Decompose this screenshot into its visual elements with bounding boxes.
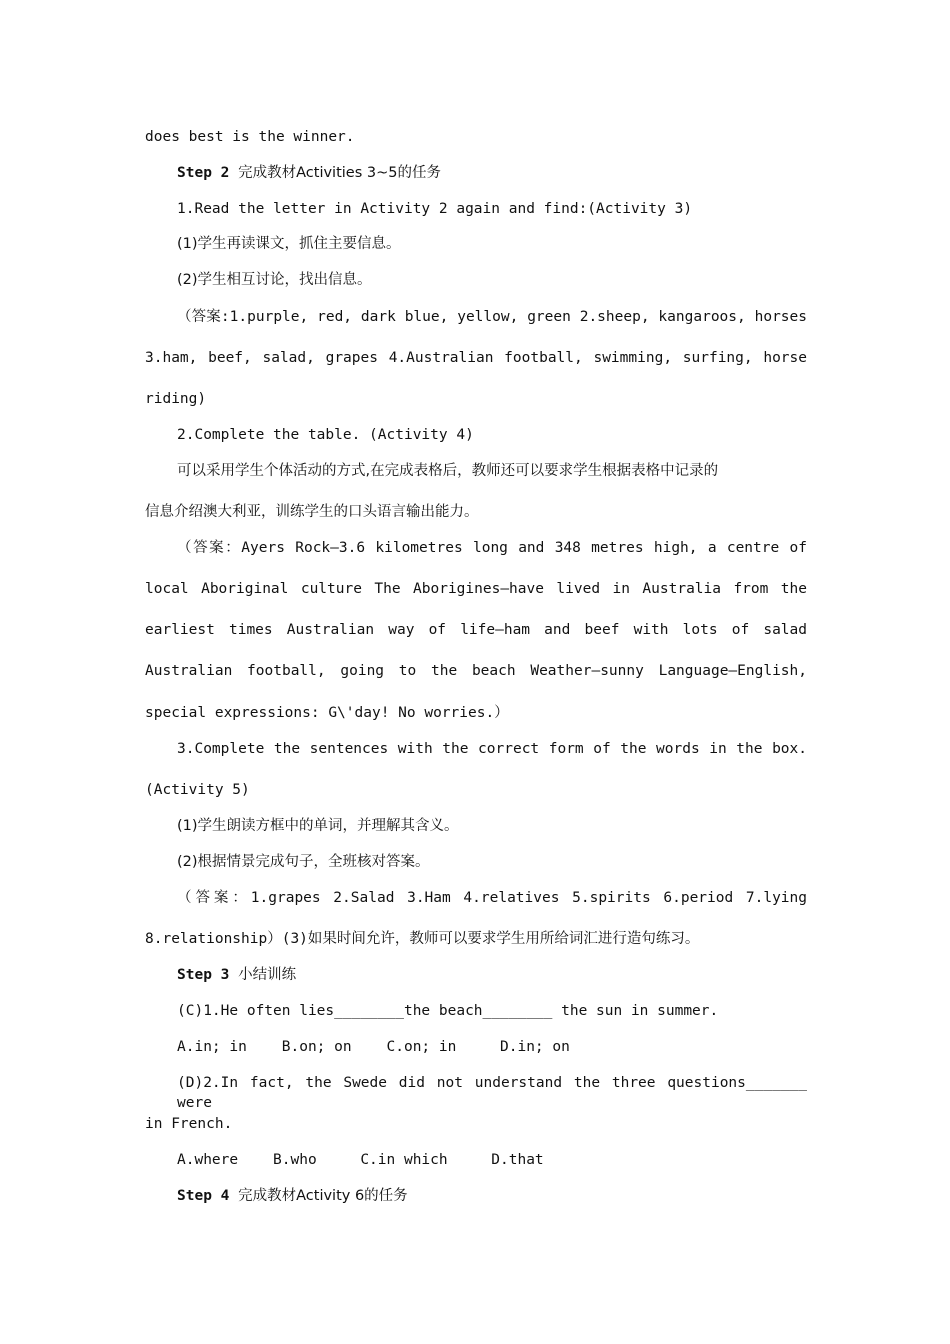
- text-line: 信息介绍澳大利亚，训练学生的口头语言输出能力。: [145, 504, 479, 520]
- step-heading: [177, 965, 807, 985]
- step-title: 完成教材Activities 3~5的任务: [238, 165, 441, 181]
- text-line: 可以采用学生个体活动的方式,在完成表格后，教师还可以要求学生根据表格中记录的: [177, 463, 719, 479]
- step-label: Step 4: [177, 1188, 230, 1204]
- text-line: riding): [145, 391, 207, 407]
- text-line: (2)学生相互讨论，找出信息。: [177, 272, 372, 288]
- step-title: 完成教材Activity 6的任务: [238, 1188, 408, 1204]
- text-line: 1.Read the letter in Activity 2 again and find:(Activity 3): [177, 201, 693, 217]
- quiz-question: (D)2.In fact, the Swede did not understand the three questions_______ were: [177, 1075, 807, 1111]
- text-line: local Aboriginal culture The Aborigines—have lived in Australia from the: [145, 581, 807, 597]
- step-heading: [177, 163, 807, 183]
- text-line: Australian football, going to the beach Weather—sunny Language—English,: [145, 663, 807, 679]
- text-line: （答案:1.purple, red, dark blue, yellow, green 2.sheep, kangaroos, horses: [177, 309, 807, 325]
- step-label: Step 2: [177, 165, 230, 181]
- step-title: 小结训练: [238, 967, 297, 983]
- step-label: Step 3: [177, 967, 230, 983]
- text-line: (2)根据情景完成句子，全班核对答案。: [177, 854, 430, 870]
- text-line: 3.ham, beef, salad, grapes 4.Australian football, swimming, surfing, horse: [145, 350, 807, 366]
- text-line: does best is the winner.: [145, 129, 355, 145]
- quiz-question: (C)1.He often lies________the beach________ the sun in summer.: [177, 1003, 719, 1019]
- text-line: 8.relationship）(3)如果时间允许，教师可以要求学生用所给词汇进行造句练习。: [145, 931, 700, 947]
- text-line: (Activity 5): [145, 782, 250, 798]
- text-line: 3.Complete the sentences with the correct form of the words in the box.: [177, 741, 807, 757]
- text-line: （答案：Ayers Rock—3.6 kilometres long and 348 metres high, a centre of: [177, 540, 807, 556]
- text-line: earliest times Australian way of life—ham and beef with lots of salad: [145, 622, 807, 638]
- text-line: (1)学生再读课文，抓住主要信息。: [177, 236, 401, 252]
- text-line: in French.: [145, 1116, 233, 1132]
- step-heading: [177, 1186, 807, 1206]
- quiz-options: A.in; in B.on; on C.on; in D.in; on: [177, 1039, 570, 1055]
- text-line: 2.Complete the table. (Activity 4): [177, 427, 474, 443]
- text-line: special expressions: G\'day! No worries.）: [145, 705, 509, 721]
- text-line: （答案：1.grapes 2.Salad 3.Ham 4.relatives 5.spirits 6.period 7.lying: [177, 890, 807, 906]
- quiz-options: A.where B.who C.in which D.that: [177, 1152, 544, 1168]
- text-line: (1)学生朗读方框中的单词，并理解其含义。: [177, 818, 459, 834]
